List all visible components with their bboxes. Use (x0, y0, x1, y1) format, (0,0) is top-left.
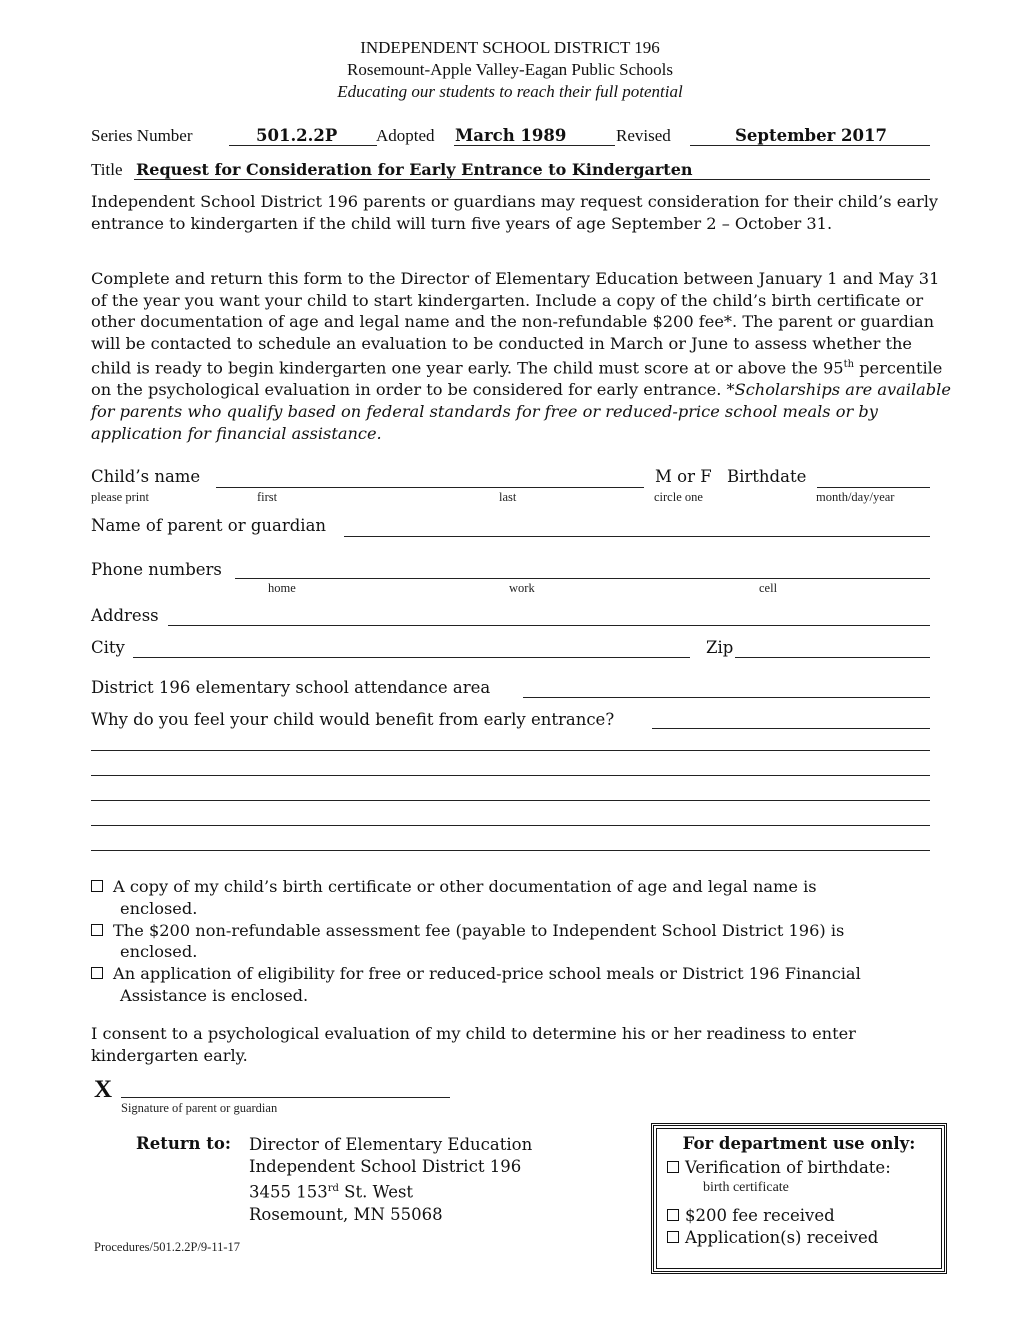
checkbox-fee[interactable] (91, 924, 103, 936)
district-name: INDEPENDENT SCHOOL DISTRICT 196 (360, 38, 660, 57)
enclosure-checklist (91, 876, 951, 1007)
hint-work: work (509, 581, 535, 595)
signature-field[interactable] (121, 1097, 450, 1098)
phone-label: Phone numbers (91, 560, 222, 579)
benefit-field-line-2[interactable] (91, 750, 930, 751)
hint-date-format: month/day/year (816, 490, 895, 504)
hint-home: home (268, 581, 296, 595)
title-label: Title (91, 160, 123, 179)
adopted-label: Adopted (376, 126, 435, 145)
benefit-field-line-5[interactable] (91, 825, 930, 826)
benefit-label: Why do you feel your child would benefit from early entrance? (91, 710, 615, 729)
zip-label: Zip (706, 638, 734, 657)
checkbox-application-received[interactable] (667, 1231, 679, 1243)
adopted-date: March 1989 (455, 126, 567, 145)
city-field[interactable] (133, 657, 690, 658)
city-label: City (91, 638, 125, 657)
benefit-field-line-3[interactable] (91, 775, 930, 776)
intro-paragraph: Independent School District 196 parents or guardians may request consideration for their child’s early entrance to kindergarten if the child will turn five years of age September 2 – October 31. (91, 192, 939, 233)
benefit-field-line-6[interactable] (91, 850, 930, 851)
series-label: Series Number (91, 126, 193, 145)
attendance-area-label: District 196 elementary school attendance area (91, 678, 491, 697)
checklist-item: The $200 non-refundable assessment fee (payable to Independent School District 196) is enclosed. (91, 920, 951, 964)
form-title: Request for Consideration for Early Entrance to Kindergarten (136, 160, 693, 179)
benefit-field-line-1[interactable] (652, 728, 930, 729)
revised-date: September 2017 (735, 126, 887, 145)
birthdate-label: Birthdate (727, 467, 807, 486)
zip-field[interactable] (735, 657, 930, 658)
revised-label: Revised (616, 126, 671, 145)
instructions-paragraph: Complete and return this form to the Director of Elementary Education between January 1 and May 31 of the year you want your child to start kindergarten. Include a copy of the child’s birth certificate or other documentation of age and legal name and the non-refundable $200 fee*. The parent or guardian will be contacted to schedule an evaluation to be conducted in March or June to assess whether the child is ready to begin kindergarten one year early. The child must score at or above the 95th percentile on the psychological evaluation in order to be considered for early entrance. *Scholarships are available for parents who qualify based on federal standards for free or reduced-price school meals or by application for financial assistance. (91, 269, 951, 443)
return-address: Director of Elementary Education Independent School District 196 3455 153rd St. West Rosemount, MN 55068 (249, 1135, 533, 1224)
phone-field[interactable] (235, 578, 930, 579)
hint-last: last (499, 490, 517, 504)
address-field[interactable] (168, 625, 930, 626)
benefit-field-line-4[interactable] (91, 800, 930, 801)
checkbox-birth-certificate[interactable] (91, 880, 103, 892)
checklist-item: An application of eligibility for free or reduced-price school meals or District 196 Financial Assistance is enclosed. (91, 963, 951, 1007)
checklist-item: A copy of my child’s birth certificate or other documentation of age and legal name is enclosed. (91, 876, 951, 920)
series-number: 501.2.2P (256, 126, 338, 145)
sex-label: M or F (655, 467, 712, 486)
parent-name-label: Name of parent or guardian (91, 516, 327, 535)
scholarship-note: *Scholarships are available for parents who qualify based on federal standards for free or reduced-price school meals or by application for financial assistance. (91, 380, 951, 443)
district-motto: Educating our students to reach their full potential (337, 82, 683, 101)
signature-caption: Signature of parent or guardian (121, 1101, 278, 1115)
consent-statement: I consent to a psychological evaluation of my child to determine his or her readiness to enter kindergarten early. (91, 1024, 856, 1065)
hint-please-print: please print (91, 490, 149, 504)
birthdate-field[interactable] (817, 487, 930, 488)
child-name-label: Child’s name (91, 467, 201, 486)
procedure-reference: Procedures/501.2.2P/9-11-17 (94, 1240, 241, 1254)
checkbox-fee-received[interactable] (667, 1209, 679, 1221)
return-to-label: Return to: (136, 1134, 231, 1153)
department-box-title: For department use only: (682, 1134, 916, 1153)
attendance-area-field[interactable] (523, 697, 930, 698)
schools-name: Rosemount-Apple Valley-Eagan Public Schools (347, 60, 673, 79)
address-label: Address (91, 606, 159, 625)
checkbox-birthdate-verified[interactable] (667, 1161, 679, 1173)
signature-mark: X (94, 1076, 113, 1103)
child-name-field[interactable] (216, 487, 644, 488)
hint-circle-one: circle one (654, 490, 703, 504)
hint-cell: cell (759, 581, 778, 595)
hint-first: first (257, 490, 278, 504)
checkbox-application[interactable] (91, 967, 103, 979)
department-use-box: For department use only: Verification of birthdate: birth certificate $200 fee received Application(s) received (651, 1123, 947, 1274)
parent-name-field[interactable] (344, 536, 930, 537)
